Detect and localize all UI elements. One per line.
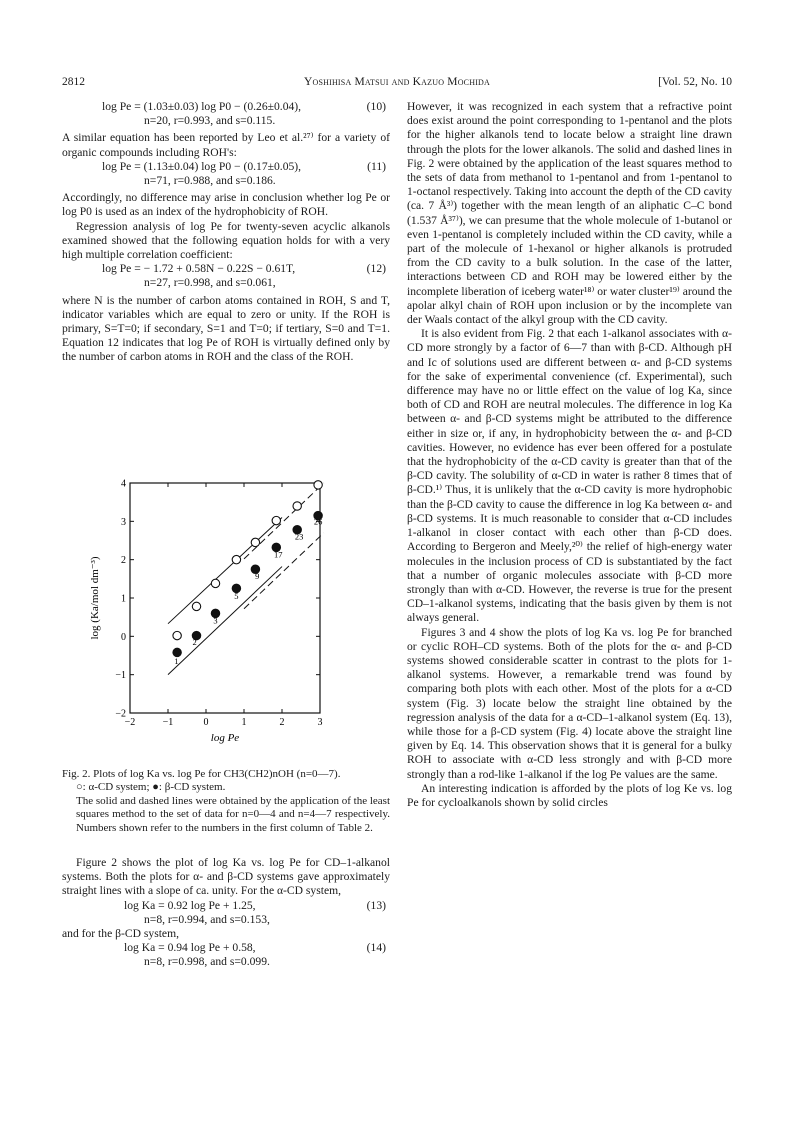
- paragraph-cycloalkanols: An interesting indication is afforded by the plots of log Ke vs. log Pe for cycloalkanols shown by solid circles: [407, 781, 732, 809]
- caption-title: Fig. 2. Plots of log Ka vs. log Pe for CH3(CH2)nOH (n=0—7).: [62, 768, 341, 780]
- dashed-fit-line: [244, 483, 324, 559]
- paragraph-leo: A similar equation has been reported by Leo et al.²⁷⁾ for a variety of organic compounds including ROH's:: [62, 131, 390, 159]
- solid-fit-line: [168, 567, 282, 675]
- equation-number: (14): [366, 941, 386, 955]
- y-tick-label: 1: [121, 593, 126, 605]
- figure-2-caption: [62, 768, 390, 835]
- paragraph-refractive: However, it was recognized in each system that a refractive point does exist around the point corresponding to 1-pentanol and the plots for the higher alkanols tend to locate below a straight line drawn through the plots for the lower alkanols. The solid and dashed lines in Fig. 2 were obtained by the application of the least squares method to the sets of data from methanol to 1-pentanol and from 1-pentanol to 1-octanol respectively. Taking into account the depth of the CD cavity (ca. 7 Å³⁾) together with the mean length of an aliphatic C–C bond (1.537 Å³⁷⁾), we can presume that the whole molecule of 1-butanol or even 1-pentanol is completely included within the CD cavity, while a part of the molecule of 1-hexanol or higher alkanols is protruded from the CD cavity to a bulk solution. In the case of the latter, interactions between CD and ROH may be lowered either by the incomplete liberation of iceberg water¹⁸⁾ or water cluster¹⁹⁾ around the apolar alkyl chain of ROH upon inclusion or by the incomplete van der Waals contact of the alkyl group with the CD cavity.: [407, 100, 733, 327]
- y-tick-label: −1: [115, 670, 126, 682]
- point-number-label: 26: [313, 516, 323, 527]
- paragraph-where: where N is the number of carbon atoms contained in ROH, S and T, indicator variables which are equal to zero or unity. If the ROH is primary, S=T=0; if secondary, S=1 and T=0; if tertiary, S=0 and T=1. Equation 12 indicates that log Pe of ROH is virtually defined only by the number of carbon atoms in ROH and the class of the ROH.: [62, 293, 390, 364]
- alpha-cd-point: [251, 538, 259, 546]
- running-authors: [62, 76, 732, 88]
- equation-number: (10): [366, 100, 386, 113]
- equation-12: [62, 262, 390, 276]
- running-header: [62, 76, 732, 92]
- equation-10-stats: [62, 114, 390, 128]
- equation-11: [62, 160, 390, 174]
- x-tick-label: −1: [162, 717, 174, 728]
- x-tick-label: 0: [203, 717, 209, 728]
- caption-note: The solid and dashed lines were obtained by the application of the least squares method to the set of data for n=0—4 and n=4—7 respectively. Numbers shown refer to the numbers in the first column of Table 2.: [76, 794, 391, 834]
- equation-number: (11): [367, 159, 386, 173]
- right-column: [407, 100, 732, 810]
- point-number-label: 3: [213, 615, 218, 626]
- equation-text: log Pe = − 1.72 + 0.58N − 0.22S − 0.61T,: [102, 262, 296, 276]
- x-tick-label: −2: [124, 717, 136, 728]
- stats-text: n=8, r=0.994, and s=0.153,: [144, 912, 270, 926]
- alpha-cd-point: [232, 555, 240, 563]
- stats-text: n=71, r=0.988, and s=0.186.: [144, 173, 276, 187]
- equation-13: [62, 899, 390, 913]
- point-number-label: 2: [192, 636, 197, 647]
- equation-number: (12): [366, 262, 386, 276]
- y-tick-label: 3: [121, 516, 126, 528]
- point-number-label: 1: [174, 655, 179, 666]
- x-tick-label: 1: [241, 717, 247, 728]
- figure-2-chart: [62, 475, 390, 751]
- left-column: [62, 100, 390, 365]
- caption-legend: ○: α-CD system; ●: β-CD system.: [76, 781, 226, 794]
- alpha-cd-point: [293, 502, 301, 510]
- stats-text: n=8, r=0.998, and s=0.099.: [144, 955, 270, 969]
- paragraph-regression: Regression analysis of log Pe for twenty-seven acyclic alkanols examined showed that the following equation holds for with a very high multiple correlation coefficient:: [62, 219, 390, 261]
- y-tick-label: −2: [115, 708, 126, 720]
- volume-info: [Vol. 52, No. 10: [658, 76, 732, 88]
- paragraph-figure2: Figure 2 shows the plot of log Ka vs. log Pe for CD–1-alkanol systems. Both the plots for α- and β-CD systems gave approximately straight lines with a slope of ca. unity. For the α-CD system,: [62, 856, 390, 898]
- equation-number: (13): [366, 898, 386, 912]
- y-axis-label: log (Ka/mol dm⁻³): [89, 556, 101, 640]
- authors-text: Yoshihisa Matsui and Kazuo Mochida: [303, 76, 491, 88]
- y-tick-label: 0: [121, 631, 126, 643]
- stats-text: n=27, r=0.998, and s=0.061,: [144, 276, 276, 290]
- plot-frame: [130, 483, 320, 713]
- equation-13-stats: [62, 913, 390, 927]
- equation-12-stats: [62, 276, 390, 290]
- paragraph-alpha-beta: It is also evident from Fig. 2 that each 1-alkanol associates with α-CD more strongly by a factor of 6—7 than with β-CD. Although pH and Ic of solutions used are different between α- and β-CD systems for the sake of experimental convenience (cf. Experimental), such difference may have no or little effect on the value of log Ka, since both of CD and ROH are neutral molecules. The difference in log Ka between α- and β-CD systems might be attributed to the difference either in size or, if any, in hydrophobicity between the α- and β-CD cavities. However, no evidence has ever been offered for a postulate that the hydrophobicity of the α-CD cavity is greater than that of the β-CD cavity. The solubility of α-CD in water is rather 8 times that of β-CD.¹⁾ Thus, it is unlikely that the α-CD cavity is more hydrophobic than the β-CD cavity to cause the difference in log Ka between α- and β-CD systems. It is much reasonable to consider that α-CD includes 1-alkanol in closer contact with each other than β-CD does. According to Bergeron and Meely,²⁰⁾ the relief of high-energy water molecules in the inclusion process of CD is substantiated by the fact that a number of organic molecules associate with β-CD more strongly than with α-CD. However, the reverse is true for the present CD–1-alkanol systems, indicating that the basis given by them is not always general.: [407, 327, 732, 625]
- paragraph-figures-3-4: Figures 3 and 4 show the plots of log Ka vs. log Pe for branched or cyclic ROH–CD systems. Both of the plots for the α- and β-CD systems showed considerable scatter in contrast to the plots for 1-alkanol systems. However, a remarkable trend was found by comparing both plots with each other. Most of the plots for a α-CD system (Fig. 3) locate below the straight line obtained by the regression analysis of the data for a α-CD–1-alkanol system (Eq. 13), while those for a β-CD system (Fig. 4) locate above the straight line given by Eq. 14. This observation shows that it is general for a bulky ROH to associate with α-CD less strongly and with β-CD more strongly than a rod-like 1-alkanol if the log Pe values are the same.: [407, 625, 732, 781]
- equation-text: log Pe = (1.13±0.04) log P0 − (0.17±0.05),: [102, 159, 302, 173]
- equation-text: log Pe = (1.03±0.03) log P0 − (0.26±0.04),: [102, 100, 302, 113]
- equation-11-stats: [62, 174, 390, 188]
- point-number-label: 23: [294, 531, 304, 542]
- y-tick-label: 4: [121, 478, 126, 490]
- alpha-cd-point: [192, 602, 200, 610]
- equation-text: log Ka = 0.94 log Pe + 0.58,: [124, 941, 256, 955]
- paragraph-beta: and for the β-CD system,: [62, 926, 179, 940]
- equation-14-stats: [62, 955, 390, 969]
- x-tick-label: 3: [317, 717, 323, 728]
- equation-14: [62, 941, 390, 955]
- point-number-label: 9: [255, 571, 260, 582]
- alpha-cd-point: [314, 481, 322, 489]
- y-tick-label: 2: [121, 555, 126, 567]
- solid-fit-line: [168, 518, 282, 624]
- x-tick-label: 2: [279, 717, 285, 728]
- point-number-label: 17: [273, 549, 283, 560]
- point-number-label: 5: [234, 590, 239, 601]
- paragraph-accordingly: Accordingly, no difference may arise in conclusion whether log Pe or log P0 is used as an index of the hydrophobicity of ROH.: [62, 191, 390, 219]
- x-axis-label: log Pe: [210, 732, 240, 744]
- page-number: 2812: [62, 76, 85, 88]
- alpha-cd-point: [211, 579, 219, 587]
- equation-10: [62, 100, 390, 114]
- alpha-cd-point: [272, 516, 280, 524]
- alpha-cd-point: [173, 631, 181, 639]
- equation-text: log Ka = 0.92 log Pe + 1.25,: [124, 898, 256, 912]
- left-column-lower: [62, 856, 390, 970]
- stats-text: n=20, r=0.993, and s=0.115.: [144, 114, 276, 128]
